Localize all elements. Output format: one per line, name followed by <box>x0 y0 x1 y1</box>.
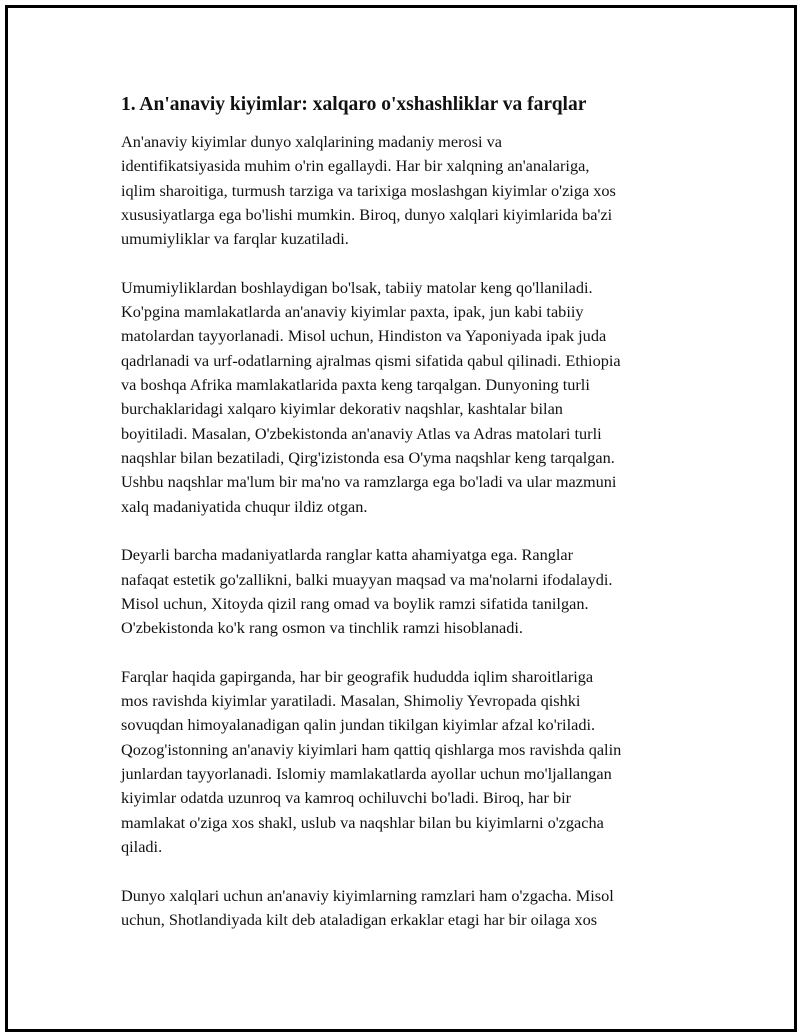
text-line: burchaklaridagi xalqaro kiyimlar dekorativ naqshlar, kashtalar bilan <box>121 399 563 419</box>
text-line: qadrlanadi va urf-odatlarning ajralmas qismi sifatida qabul qilinadi. Ethiopia <box>121 350 621 370</box>
text-line: Deyarli barcha madaniyatlarda ranglar katta ahamiyatga ega. Ranglar <box>121 545 574 565</box>
text-line: mamlakat o'ziga xos shakl, uslub va naqshlar bilan bu kiyimlarni o'zgacha <box>121 812 604 832</box>
section-heading: 1. An'anaviy kiyimlar: xalqaro o'xshashliklar va farqlar <box>121 94 587 115</box>
text-line: uchun, Shotlandiyada kilt deb ataladigan erkaklar etagi har bir oilaga xos <box>121 909 598 929</box>
text-line: xususiyatlarga ega bo'lishi mumkin. Biroq, dunyo xalqlari kiyimlarida ba'zi <box>121 204 613 224</box>
text-line: nafaqat estetik go'zallikni, balki muayyan maqsad va ma'nolarni ifodalaydi. <box>121 569 613 589</box>
text-line: junlardan tayyorlanadi. Islomiy mamlakatlarda ayollar uchun mo'ljallangan <box>121 764 612 783</box>
text-line: iqlim sharoitiga, turmush tarziga va tarixiga moslashgan kiyimlar o'ziga xos <box>121 180 616 200</box>
text-line: Umumiyliklardan boshlaydigan bo'lsak, tabiiy matolar keng qo'llaniladi. <box>121 277 593 297</box>
text-line: va boshqa Afrika mamlakatlarida paxta keng tarqalgan. Dunyoning turli <box>121 375 590 395</box>
text-line: O'zbekistonda ko'k rang osmon va tinchlik ramzi hisoblanadi. <box>121 618 523 638</box>
text-line: identifikatsiyasida muhim o'rin egallaydi. Har bir xalqning an'analariga, <box>121 156 590 176</box>
page-frame <box>5 5 797 1032</box>
text-line: boyitiladi. Masalan, O'zbekistonda an'anaviy Atlas va Adras matolari turli <box>121 423 602 443</box>
text-line: Ko'pgina mamlakatlarda an'anaviy kiyimlar paxta, ipak, jun kabi tabiiy <box>121 302 584 322</box>
text-line: Ushbu naqshlar ma'lum bir ma'no va ramzlarga ega bo'ladi va ular mazmuni <box>121 472 617 492</box>
text-line: qiladi. <box>121 836 163 856</box>
text-line: xalq madaniyatida chuqur ildiz otgan. <box>121 496 368 516</box>
text-line: Qozog'istonning an'anaviy kiyimlari ham qattiq qishlarga mos ravishda qalin <box>121 739 622 759</box>
text-line: Dunyo xalqlari uchun an'anaviy kiyimlarning ramzlari ham o'zgacha. Misol <box>121 885 614 905</box>
text-line: Misol uchun, Xitoyda qizil rang omad va boylik ramzi sifatida tanilgan. <box>121 593 589 613</box>
text-line: kiyimlar odatda uzunroq va kamroq ochiluvchi bo'ladi. Biroq, har bir <box>121 788 572 808</box>
paragraph-5 <box>121 884 697 933</box>
paragraph-2 <box>121 276 697 519</box>
text-line: sovuqdan himoyalanadigan qalin jundan tikilgan kiyimlar afzal ko'riladi. <box>121 715 596 735</box>
text-line: Farqlar haqida gapirganda, har bir geografik hududda iqlim sharoitlariga <box>121 666 594 686</box>
document-body <box>121 92 697 957</box>
text-line: An'anaviy kiyimlar dunyo xalqlarining madaniy merosi va <box>121 132 502 151</box>
text-line: matolardan tayyorlanadi. Misol uchun, Hindiston va Yaponiyada ipak juda <box>121 326 607 346</box>
text-line: mos ravishda kiyimlar yaratiladi. Masalan, Shimoliy Yevropada qishki <box>121 691 581 711</box>
paragraph-1 <box>121 130 697 251</box>
paragraph-3 <box>121 543 697 640</box>
text-line: naqshlar bilan bezatiladi, Qirg'izistonda esa O'yma naqshlar keng tarqalgan. <box>121 447 615 467</box>
paragraph-4 <box>121 665 697 859</box>
text-line: umumiyliklar va farqlar kuzatiladi. <box>121 229 349 249</box>
